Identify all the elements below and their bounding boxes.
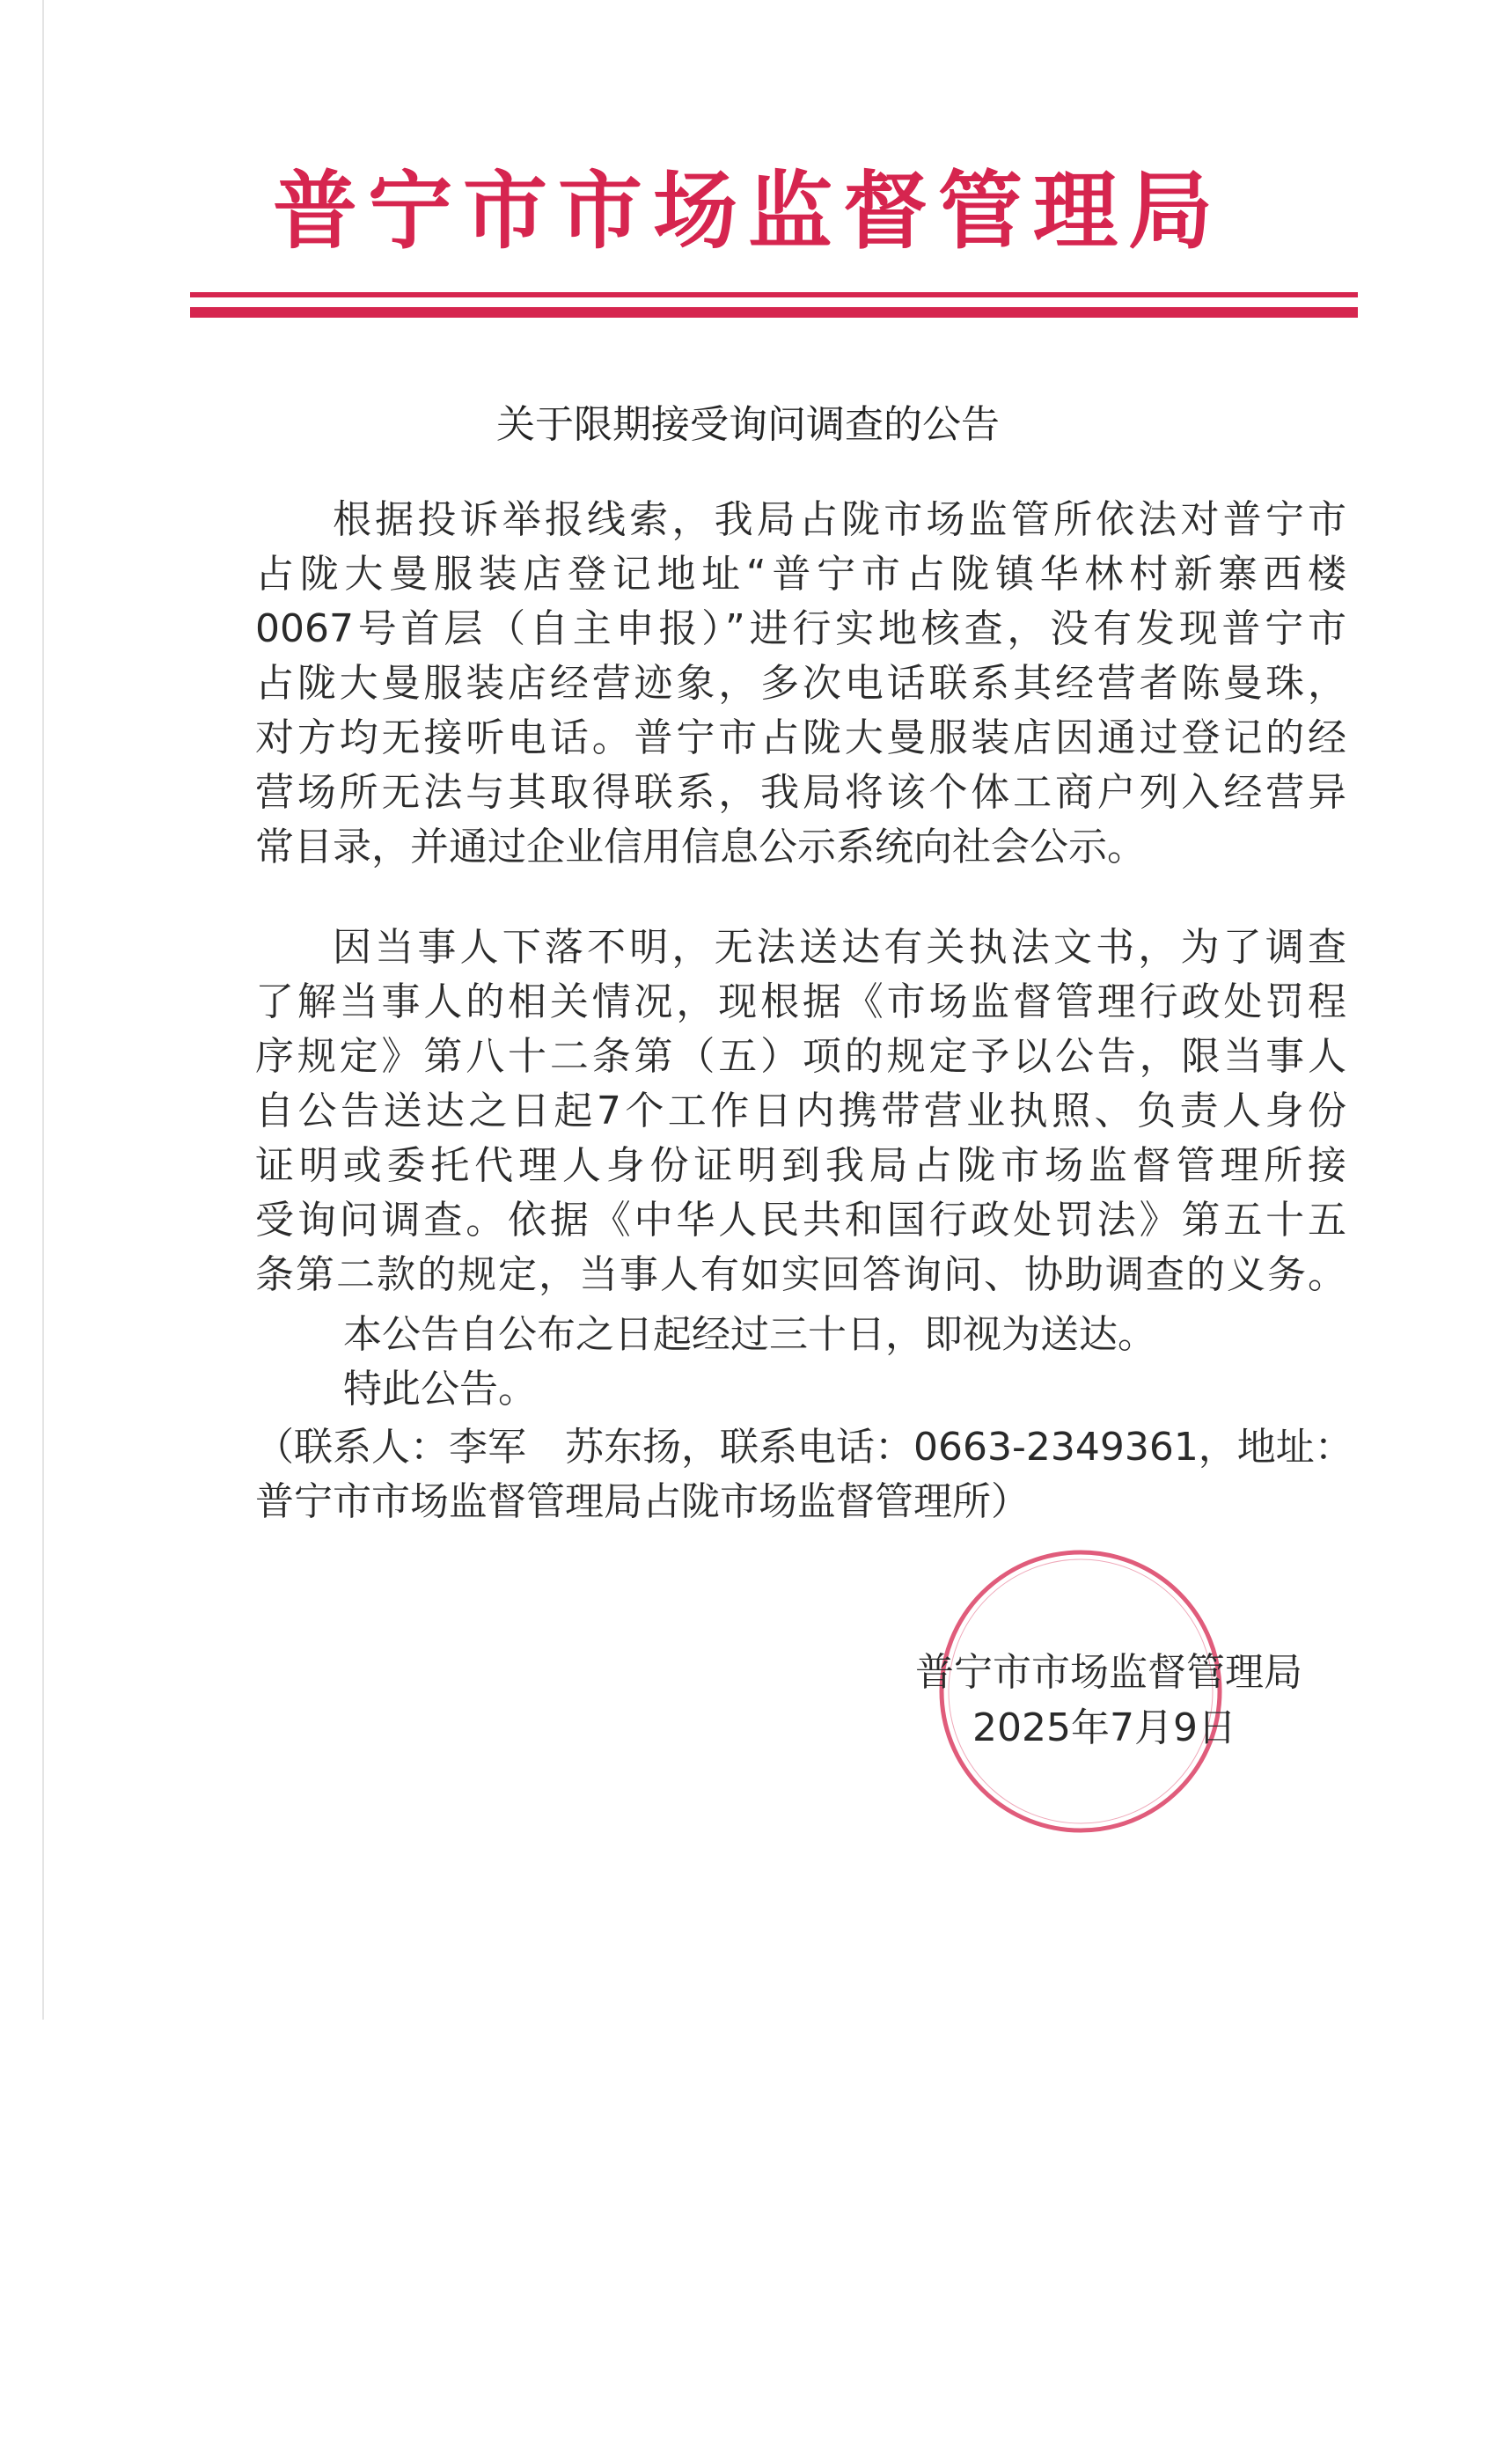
contact-address: 普宁市市场监督管理局占陇市场监督管理所）: [255, 1479, 1030, 1524]
paragraph-2: [255, 920, 1346, 1302]
paragraph-line: 占陇大曼服装店登记地址“普宁市占陇镇华林村新寨西楼: [255, 552, 1346, 597]
signature-date: 2025年7月9日: [972, 1705, 1236, 1750]
letterhead-rule-thick: [190, 307, 1358, 318]
paragraph-line: 序规定》第八十二条第（五）项的规定予以公告，限当事人: [255, 1034, 1346, 1079]
paragraph-1: [255, 493, 1346, 875]
letterhead-title: 普宁市市场监督管理局: [273, 161, 1223, 260]
document-title: 关于限期接受询问调查的公告: [496, 402, 1000, 447]
paragraph-line: 因当事人下落不明，无法送达有关执法文书，为了调查: [333, 925, 1346, 970]
paragraph-line: 对方均无接听电话。普宁市占陇大曼服装店因通过登记的经: [255, 715, 1346, 760]
letterhead-rule-thin: [190, 292, 1358, 297]
service-notice: 本公告自公布之日起经过三十日，即视为送达。: [343, 1312, 1156, 1357]
paragraph-line: 条第二款的规定，当事人有如实回答询问、协助调查的义务。: [255, 1252, 1346, 1297]
paragraph-line: 证明或委托代理人身份证明到我局占陇市场监督管理所接: [255, 1143, 1346, 1188]
contact-line: （联系人：李军 苏东扬，联系电话：0663-2349361，地址：: [255, 1425, 1353, 1470]
signature-organization: 普宁市市场监督管理局: [915, 1650, 1302, 1695]
paragraph-line: 根据投诉举报线索，我局占陇市场监管所依法对普宁市: [333, 497, 1346, 542]
paragraph-line: 了解当事人的相关情况，现根据《市场监督管理行政处罚程: [255, 979, 1346, 1024]
paragraph-line: 常目录，并通过企业信用信息公示系统向社会公示。: [255, 825, 1146, 869]
paragraph-line: 占陇大曼服装店经营迹象，多次电话联系其经营者陈曼珠，: [255, 661, 1346, 706]
closing-lines: [255, 1308, 1346, 1417]
paragraph-line: 0067号首层（自主申报）”进行实地核查，没有发现普宁市: [255, 606, 1346, 651]
paragraph-line: 营场所无法与其取得联系，我局将该个体工商户列入经营异: [255, 770, 1346, 815]
paragraph-line: 自公告送达之日起7个工作日内携带营业执照、负责人身份: [255, 1089, 1346, 1133]
closing-phrase: 特此公告。: [343, 1367, 537, 1412]
paragraph-line: 受询问调查。依据《中华人民共和国行政处罚法》第五十五: [255, 1198, 1346, 1243]
contact-info: [255, 1420, 1353, 1529]
scan-edge-line: [42, 0, 44, 2020]
